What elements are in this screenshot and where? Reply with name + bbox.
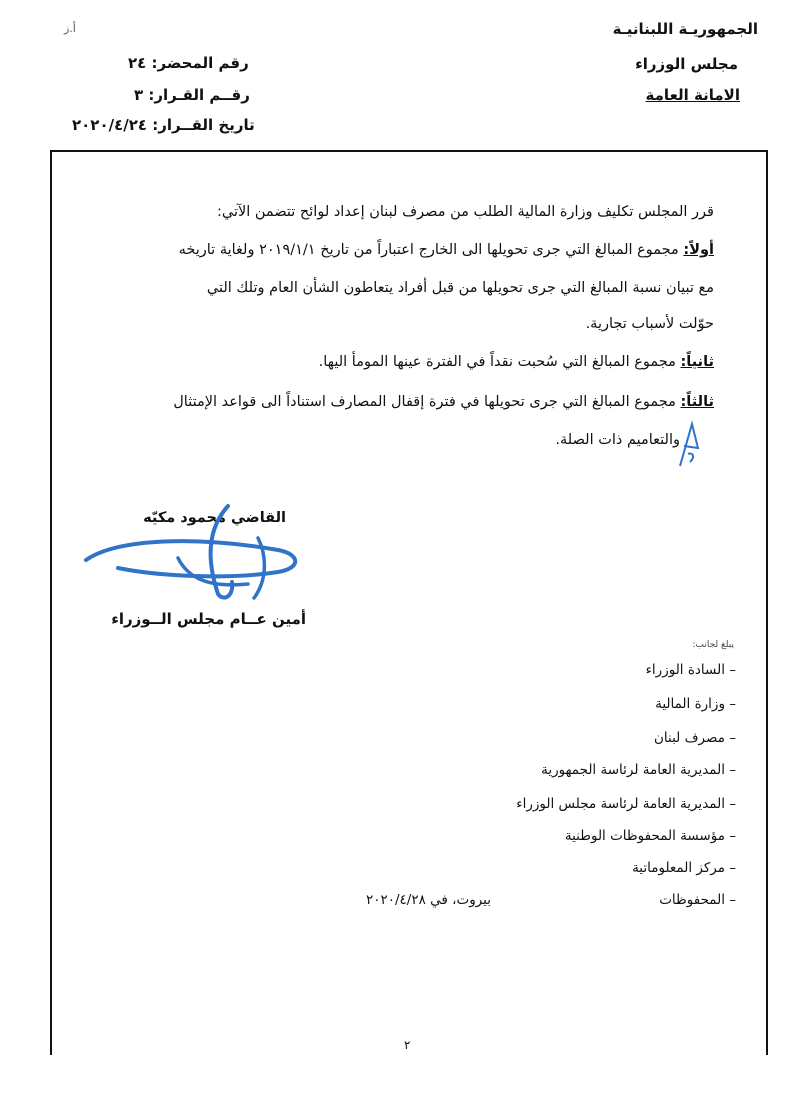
decision-date: تاريخ القــرار: ٢٠٢٠/٤/٢٤ xyxy=(72,116,255,134)
recipient-item: – المحفوظات xyxy=(659,892,736,908)
item-2-line xyxy=(319,354,714,370)
corner-mark: أ.ز xyxy=(64,22,76,35)
signatory-title: أمين عــام مجلس الــوزراء xyxy=(111,610,306,628)
distribution-heading: يبلغ لجانب: xyxy=(692,640,734,650)
item-2-label: ثانياً: xyxy=(680,354,714,370)
signatory-name: القاضي محمود مكيّه xyxy=(143,510,286,526)
frame-right-border xyxy=(766,150,768,1055)
frame-left-border xyxy=(50,150,52,1055)
header-republic: الجمهوريـة اللبنانيـة xyxy=(612,20,758,38)
recipient-item: – مؤسسة المحفوظات الوطنية xyxy=(564,828,736,844)
decision-number: رقــم القـرار: ٣ xyxy=(134,86,250,104)
recipient-item: – السادة الوزراء xyxy=(645,662,736,678)
recipient-item: – المديرية العامة لرئاسة الجمهورية xyxy=(541,762,736,778)
item-1-line-1 xyxy=(179,242,714,258)
item-1-line-2: مع تبيان نسبة المبالغ التي جرى تحويلها من قبل أفراد يتعاطون الشأن العام وتلك التي xyxy=(206,280,714,296)
initials-mark xyxy=(674,418,704,470)
signature-scribble xyxy=(78,498,308,608)
minutes-number: رقم المحضر: ٢٤ xyxy=(128,54,249,72)
recipient-item: – مصرف لبنان xyxy=(653,730,736,746)
recipient-item: – وزارة المالية xyxy=(655,696,736,712)
item-3-label: ثالثاً: xyxy=(680,394,714,410)
recipient-item: – المديرية العامة لرئاسة مجلس الوزراء xyxy=(516,796,736,812)
header-secretariat: الامانة العامة xyxy=(645,86,740,104)
item-2-text: مجموع المبالغ التي سُحبت نقداً في الفترة عينها المومأ اليها. xyxy=(318,354,676,370)
place-date: بيروت، في ٢٠٢٠/٤/٢٨ xyxy=(366,892,492,908)
item-3-text-1: مجموع المبالغ التي جرى تحويلها في فترة إقفال المصارف استناداً الى قواعد الإمتثال xyxy=(173,394,676,410)
item-1-line-3: حوّلت لأسباب تجارية. xyxy=(585,316,714,332)
item-3-line-2: والتعاميم ذات الصلة. xyxy=(555,432,680,448)
item-1-label: أولاً: xyxy=(683,242,714,258)
item-3-line-1 xyxy=(173,394,714,410)
intro-paragraph: قرر المجلس تكليف وزارة المالية الطلب من مصرف لبنان إعداد لوائح تتضمن الآتي: xyxy=(216,204,714,220)
item-1-text-1: مجموع المبالغ التي جرى تحويلها الى الخارج اعتباراً من تاريخ ٢٠١٩/١/١ ولغاية تاريخه xyxy=(178,242,679,258)
frame-top-border xyxy=(50,150,768,152)
recipient-item: – مركز المعلوماتية xyxy=(632,860,736,876)
page-number: ٢ xyxy=(404,1038,411,1052)
header-council: مجلس الوزراء xyxy=(635,55,738,73)
